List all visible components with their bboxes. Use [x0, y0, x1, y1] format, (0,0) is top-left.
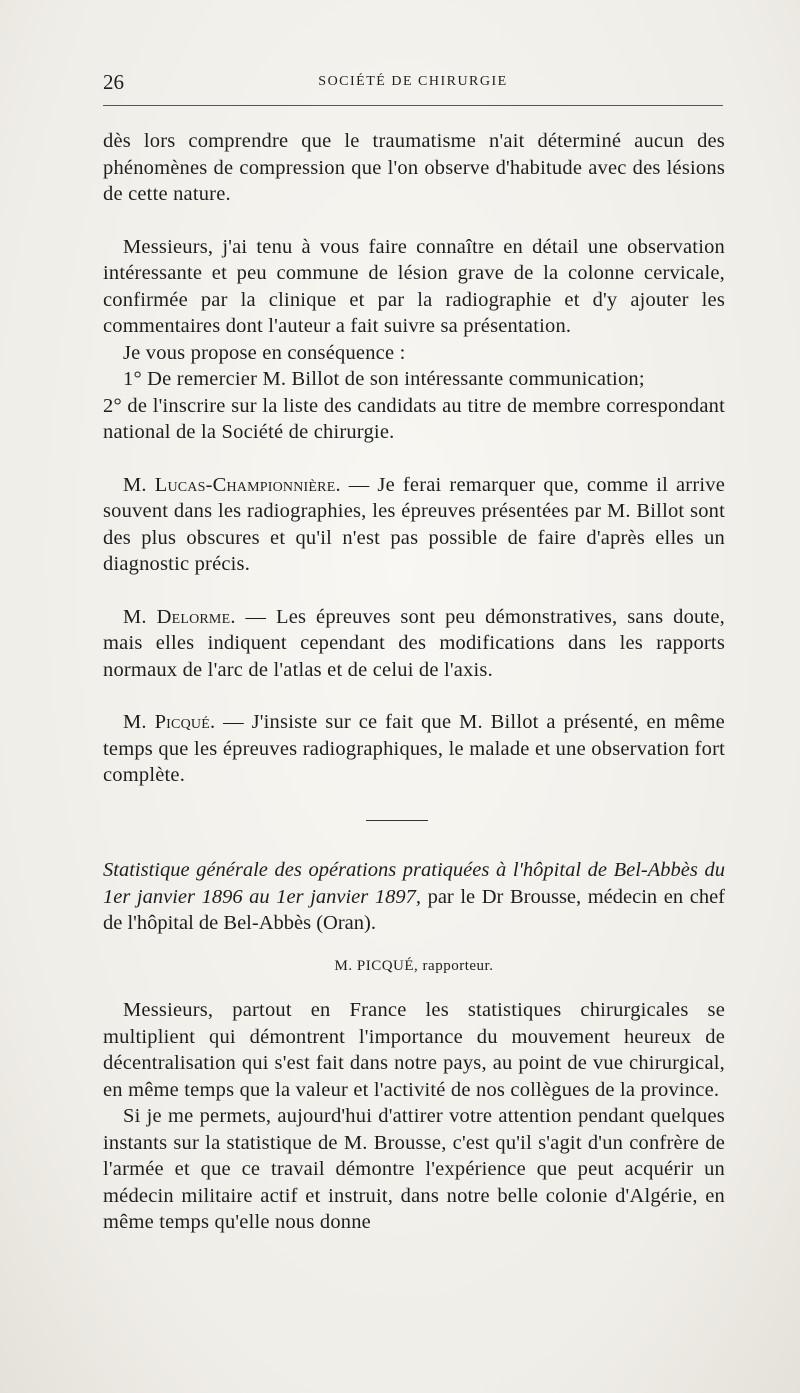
header-rule	[103, 105, 723, 106]
running-head: SOCIÉTÉ DE CHIRURGIE	[318, 74, 508, 89]
rapporteur-line: M. PICQUÉ, rapporteur.	[334, 958, 494, 974]
paragraph-lucas-championniere	[103, 472, 725, 578]
article-title	[103, 857, 725, 937]
article-title-author: par le Dr Brousse, médecin en chef de l'hôpital de Bel-Abbès (Oran).	[103, 885, 725, 934]
paragraph-delorme	[103, 604, 725, 684]
paragraph-report-conclusion: Messieurs, j'ai tenu à vous faire connaître en détail une observation intéressante et peu commune de lésion grave de la colonne cervicale, confirmée par la clinique et par la radiographie et d'y ajouter les commentaires dont l'auteur a fait suivre sa présentation.	[103, 235, 725, 337]
section-divider	[366, 820, 428, 821]
paragraph-continuation: dès lors comprendre que le traumatisme n'ait déterminé aucun des phénomènes de compression que l'on observe d'habitude avec des lésions de cette nature.	[103, 130, 725, 205]
paragraph-proposal-2: 2° de l'inscrire sur la liste des candidats au titre de membre correspondant national de la Société de chirurgie.	[103, 394, 725, 443]
article-paragraph-1: Messieurs, partout en France les statistiques chirurgicales se multiplient qui démontrent l'importance du mouvement heureux de décentralisation qui s'est fait dans notre pays, au point de vue chirurgical, en même temps que la valeur et l'activité de nos collègues de la province.	[103, 999, 725, 1101]
page-header	[103, 70, 723, 100]
discussion-section	[103, 128, 725, 789]
paragraph-picque	[103, 709, 725, 789]
speaker-name: M. Picqué.	[123, 711, 216, 733]
speaker-remark: — Je ferai remarquer que, comme il arrive souvent dans les radiographies, les épreuves présentées par M. Billot sont des plus obscures et qu'il n'est pas possible de faire d'après elles un diagnostic précis.	[103, 473, 725, 575]
paragraph-proposal-1: 1° De remercier M. Billot de son intéressante communication;	[123, 368, 645, 390]
speaker-name: M. Lucas-Championnière.	[123, 473, 341, 496]
speaker-remark: — J'insiste sur ce fait que M. Billot a présenté, en même temps que les épreuves radiographiques, le malade et une observation fort complète.	[103, 711, 725, 786]
speaker-name: M. Delorme.	[123, 605, 236, 628]
paragraph-proposal-intro: Je vous propose en conséquence :	[123, 341, 406, 364]
speaker-remark: — Les épreuves sont peu démonstratives, sans doute, mais elles indiquent cependant des modifications dans les rapports normaux de l'arc de l'atlas et de celui de l'axis.	[103, 605, 725, 681]
article-paragraph-2: Si je me permets, aujourd'hui d'attirer votre attention pendant quelques instants sur la statistique de M. Brousse, c'est qu'il s'agit d'un confrère de l'armée et que ce travail démontre l'expérience que peut acquérir un médecin militaire actif et instruit, dans notre belle colonie d'Algérie, en même temps qu'elle nous donne	[103, 1105, 725, 1233]
article-title-italic: Statistique générale des opérations pratiquées à l'hôpital de Bel-Abbès du 1er janvier 1896 au 1er janvier 1897,	[103, 859, 725, 908]
page-number: 26	[103, 70, 124, 94]
article-body	[103, 997, 725, 1236]
